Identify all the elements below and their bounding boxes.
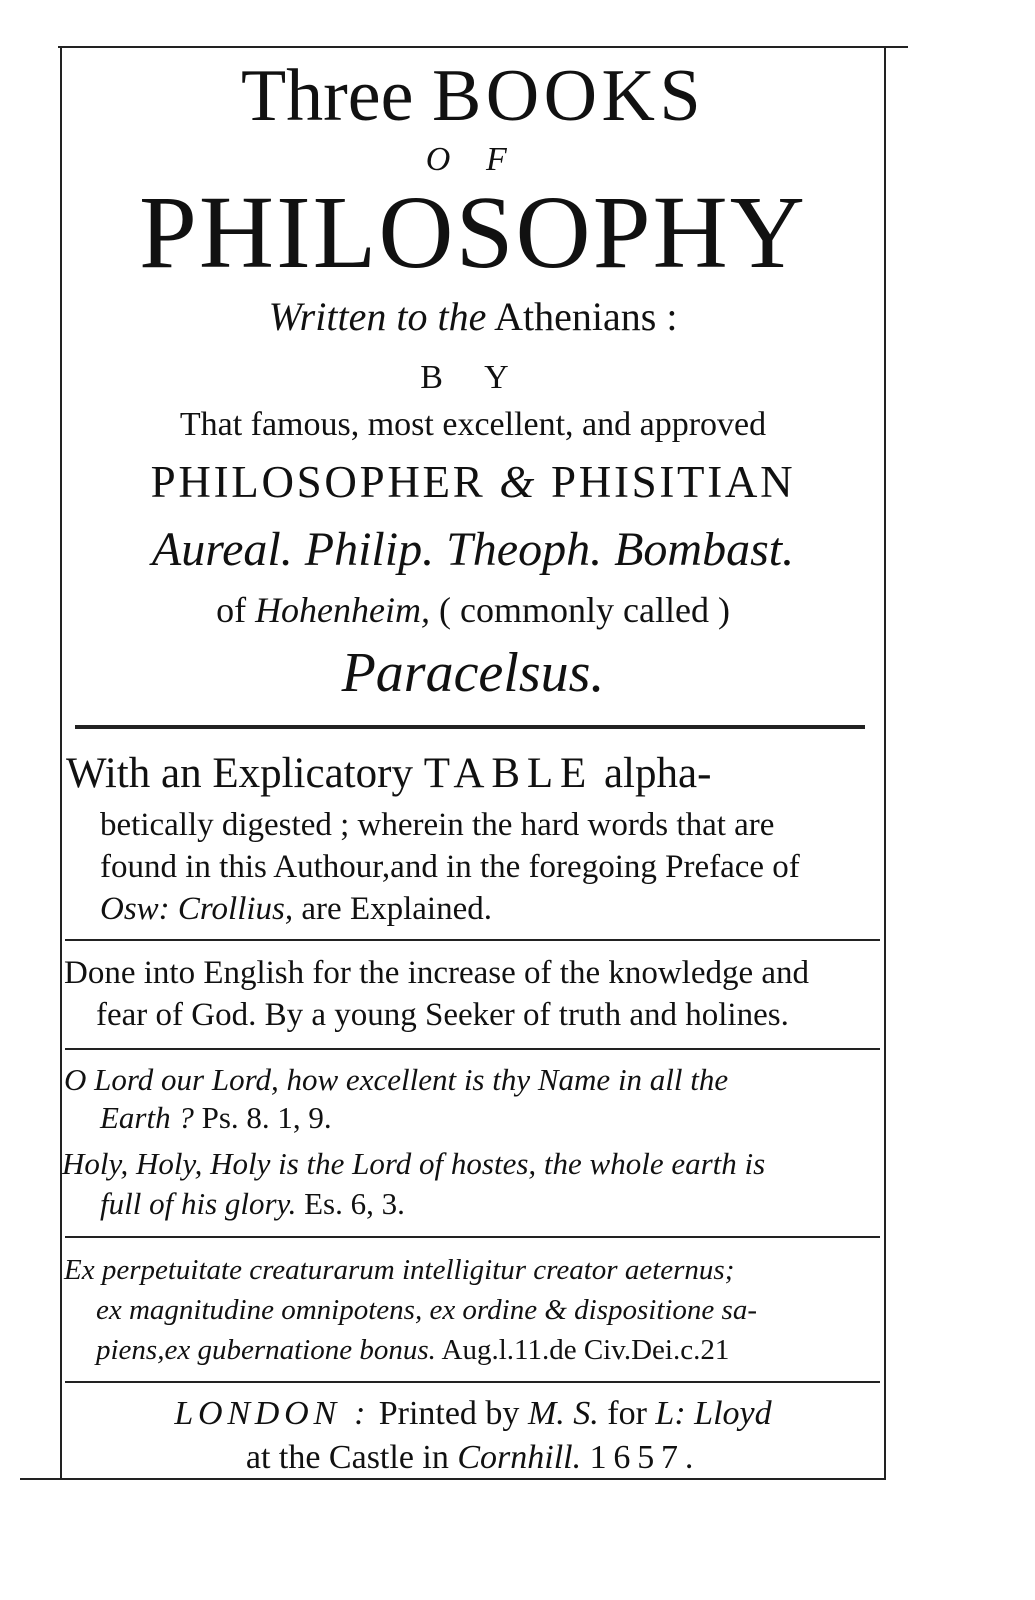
rule-2 (65, 1048, 880, 1050)
table-note-line-3: found in this Authour,and in the foregoing Preface of (100, 849, 800, 885)
full-of-glory: full of his glory. (100, 1186, 297, 1221)
earth-word: Earth ? (100, 1100, 194, 1135)
subtitle-written-to: Written to the (268, 294, 487, 339)
printed-by: Printed by (378, 1395, 520, 1432)
scripture-line-4 (100, 1184, 926, 1224)
title-philosophy: PHILOSOPHY (138, 175, 807, 290)
rule-4 (65, 1381, 880, 1383)
scripture-line-1: O Lord our Lord, how excellent is thy Name in all the (64, 1062, 729, 1097)
scripture-line-2 (100, 1098, 926, 1138)
table-note-line-2: betically digested ; wherein the hard words that are (100, 807, 775, 843)
london: LONDON : (174, 1395, 371, 1432)
bottom-rule (20, 1478, 886, 1480)
latin-line-2: ex magnitudine omnipotens, ex ordine & dispositione sa- (96, 1294, 757, 1326)
imprint-line-2 (60, 1436, 886, 1480)
imprint-line-1 (60, 1392, 886, 1436)
latin-line-3 (96, 1330, 922, 1370)
of-word: of (216, 590, 247, 630)
title-line-three-books (60, 56, 886, 136)
author-name: Aureal. Philip. Theoph. Bombast. (151, 523, 795, 576)
ampersand: & (499, 457, 538, 507)
commonly-called: ( commonly called ) (439, 590, 730, 630)
cornhill: Cornhill. (457, 1439, 582, 1476)
alpha-word: alpha- (603, 750, 712, 797)
psalm-ref: Ps. 8. 1, 9. (201, 1100, 332, 1135)
title-of: O F (425, 141, 521, 178)
bookseller: L: Lloyd (655, 1395, 772, 1432)
castle-location: at the Castle in (245, 1439, 449, 1476)
subtitle-athenians-word: Athenians : (494, 294, 678, 339)
title-three: Three (240, 55, 414, 137)
crollius: Osw: Crollius, (100, 891, 294, 927)
rule-1 (65, 939, 880, 941)
by-line: B Y (420, 359, 526, 396)
phisitian-word: PHISITIAN (551, 457, 796, 507)
author-origin (60, 588, 886, 632)
hohenheim: Hohenheim, (255, 590, 431, 630)
scripture-line-3: Holy, Holy, Holy is the Lord of hostes, the whole earth is (62, 1146, 766, 1181)
title-books: BOOKS (432, 55, 706, 137)
isaiah-ref: Es. 6, 3. (304, 1186, 405, 1221)
piens-bonus: piens,ex gubernatione bonus. (96, 1334, 436, 1366)
are-explained: are Explained. (301, 891, 492, 927)
table-note-line-4 (100, 888, 926, 930)
augustine-ref: Aug.l.11.de Civ.Dei.c.21 (441, 1334, 730, 1366)
table-note-intro: With an Explicatory (66, 750, 413, 797)
for-word: for (607, 1395, 647, 1432)
latin-line-1: Ex perpetuitate creaturarum intelligitur creator aeternus; (64, 1254, 735, 1286)
year: 1657. (589, 1439, 701, 1476)
philosopher-word: PHILOSOPHER (150, 457, 486, 507)
author-epithet: That famous, most excellent, and approved (179, 406, 767, 443)
subtitle-athenians (60, 294, 886, 340)
table-note-line-1 (66, 748, 892, 800)
printer-initials: M. S. (527, 1395, 599, 1432)
rule-3 (65, 1236, 880, 1238)
paracelsus: Paracelsus. (341, 642, 605, 704)
translation-line-1: Done into English for the increase of the knowledge and (64, 955, 810, 991)
thick-rule (75, 725, 865, 729)
table-word: TABLE (423, 750, 594, 797)
author-titles (60, 455, 886, 509)
translation-line-2: fear of God. By a young Seeker of truth and holines. (96, 997, 789, 1033)
